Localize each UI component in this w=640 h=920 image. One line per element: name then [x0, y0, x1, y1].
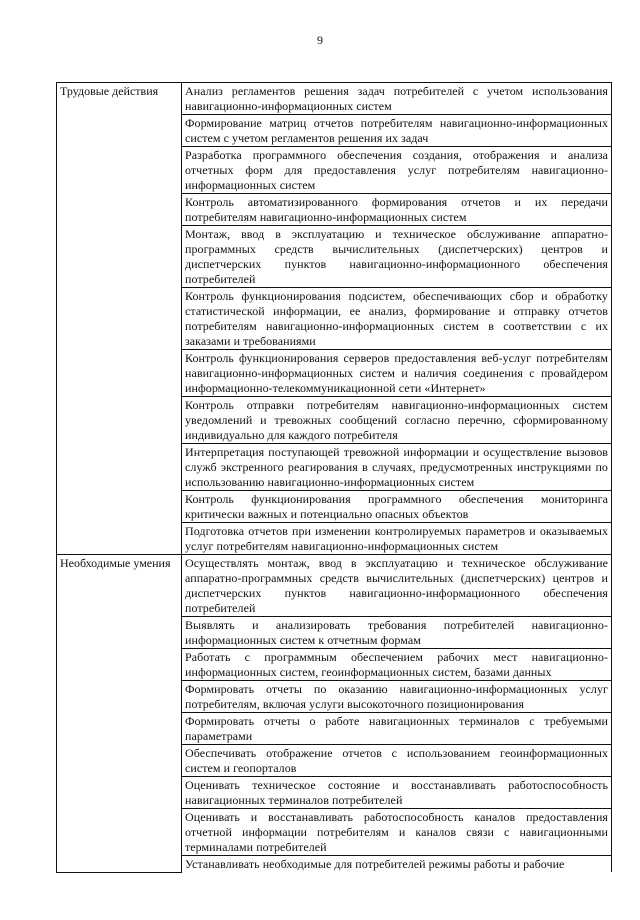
section-item: Интерпретация поступающей тревожной информации и осуществление вызовов служб экстренного реагирования в случаях, предусмотренных инструкциями по использованию навигационно-информационных систем — [182, 444, 612, 491]
section-item: Подготовка отчетов при изменении контролируемых параметров и оказываемых услуг потребителям навигационно-информационных систем — [182, 523, 612, 555]
section-item: Формирование матриц отчетов потребителям навигационно-информационных систем с учетом регламентов решения их задач — [182, 115, 612, 147]
table-row — [57, 83, 612, 115]
section-label: Необходимые умения — [57, 555, 182, 873]
section-item: Контроль автоматизированного формирования отчетов и их передачи потребителям навигационно-информационных систем — [182, 194, 612, 226]
section-item: Контроль функционирования подсистем, обеспечивающих сбор и обработку статистической информации, ее анализ, формирование и отправку отчетов потребителям навигационно-информационных систем в соответствии с их заказами и требованиями — [182, 288, 612, 350]
section-item: Устанавливать необходимые для потребителей режимы работы и рабочие — [182, 856, 612, 873]
section-item: Выявлять и анализировать требования потребителей навигационно-информационных систем к отчетным формам — [182, 617, 612, 649]
section-item: Разработка программного обеспечения создания, отображения и анализа отчетных форм для предоставления услуг потребителям навигационно-информационных систем — [182, 147, 612, 194]
section-item: Контроль функционирования серверов предоставления веб-услуг потребителям навигационно-информационных систем и наличия соединения с провайдером информационно-телекоммуникационной сети «Интернет» — [182, 350, 612, 397]
page-number: 9 — [317, 33, 323, 47]
requirements-table-body — [57, 83, 612, 873]
section-item: Оценивать и восстанавливать работоспособность каналов предоставления отчетной информации потребителям и каналов связи с навигационными терминалами потребителей — [182, 809, 612, 856]
section-item: Оценивать техническое состояние и восстанавливать работоспособность навигационных терминалов потребителей — [182, 777, 612, 809]
section-item: Обеспечивать отображение отчетов с использованием геоинформационных систем и геопорталов — [182, 745, 612, 777]
section-item: Формировать отчеты о работе навигационных терминалов с требуемыми параметрами — [182, 713, 612, 745]
requirements-table — [56, 82, 612, 873]
section-item: Контроль функционирования программного обеспечения мониторинга критически важных и потенциально опасных объектов — [182, 491, 612, 523]
section-label: Трудовые действия — [57, 83, 182, 555]
section-item: Осуществлять монтаж, ввод в эксплуатацию и техническое обслуживание аппаратно-программных средств вычислительных (диспетчерских) центров и диспетчерских пунктов навигационно-информационного обеспечения потребителей — [182, 555, 612, 617]
section-item: Анализ регламентов решения задач потребителей с учетом использования навигационно-информационных систем — [182, 83, 612, 115]
section-item: Монтаж, ввод в эксплуатацию и техническое обслуживание аппаратно-программных средств вычислительных (диспетчерских) центров и диспетчерских пунктов навигационно-информационного обеспечения потребителей — [182, 226, 612, 288]
table-row — [57, 555, 612, 617]
section-item: Формировать отчеты по оказанию навигационно-информационных услуг потребителям, включая услуги высокоточного позиционирования — [182, 681, 612, 713]
section-item: Работать с программным обеспечением рабочих мест навигационно-информационных систем, геоинформационных систем, базами данных — [182, 649, 612, 681]
section-item: Контроль отправки потребителям навигационно-информационных систем уведомлений и тревожных сообщений согласно перечню, сформированному индивидуально для каждого потребителя — [182, 397, 612, 444]
